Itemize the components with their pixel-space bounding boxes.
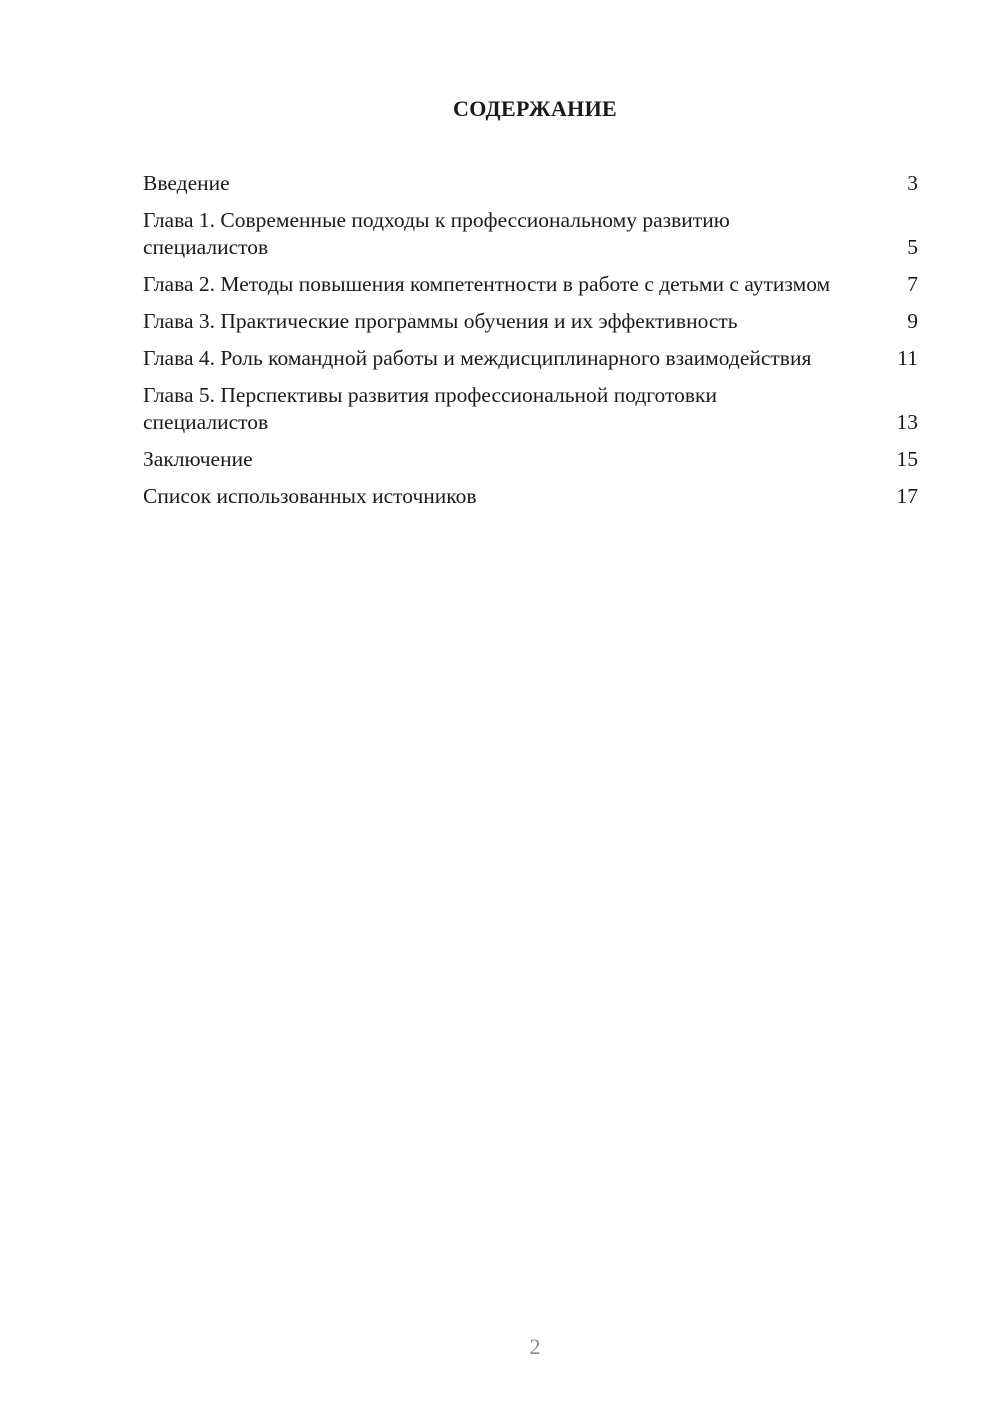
toc-entry-chapter-4 [143, 345, 918, 372]
toc-entry-page: 3 [907, 171, 918, 195]
toc-entry-page: 15 [896, 447, 918, 471]
toc-entry-chapter-3 [143, 308, 918, 335]
toc-entry-conclusion [143, 446, 918, 473]
toc-entry-title: Введение [143, 171, 230, 195]
toc-entry-chapter-2 [143, 271, 918, 298]
toc-entry-title: Глава 2. Методы повышения компетентности в работе с детьми с аутизмом [143, 272, 831, 296]
toc-entry-page: 13 [896, 410, 918, 434]
table-of-contents [143, 170, 918, 520]
toc-entry-title: Глава 3. Практические программы обучения и их эффективность [143, 309, 738, 333]
toc-entry-chapter-5 [143, 382, 918, 436]
toc-entry-title: Глава 1. Современные подходы к профессиональному развитию специалистов [143, 208, 730, 259]
toc-entry-page: 7 [907, 272, 918, 296]
page-number: 2 [529, 1334, 541, 1359]
toc-entry-page: 11 [897, 346, 918, 370]
toc-entry-title: Список использованных источников [143, 484, 477, 508]
page-title: СОДЕРЖАНИЕ [453, 96, 617, 121]
toc-entry-title: Глава 4. Роль командной работы и междисциплинарного взаимодействия [143, 346, 812, 370]
toc-entry-chapter-1 [143, 207, 918, 261]
toc-entry-page: 17 [896, 484, 918, 508]
toc-entry-title: Заключение [143, 447, 253, 471]
toc-entry-references [143, 483, 918, 510]
toc-entry-page: 9 [907, 309, 918, 333]
toc-entry-title: Глава 5. Перспективы развития профессиональной подготовки специалистов [143, 383, 717, 434]
toc-entry-introduction [143, 170, 918, 197]
toc-entry-page: 5 [907, 235, 918, 259]
